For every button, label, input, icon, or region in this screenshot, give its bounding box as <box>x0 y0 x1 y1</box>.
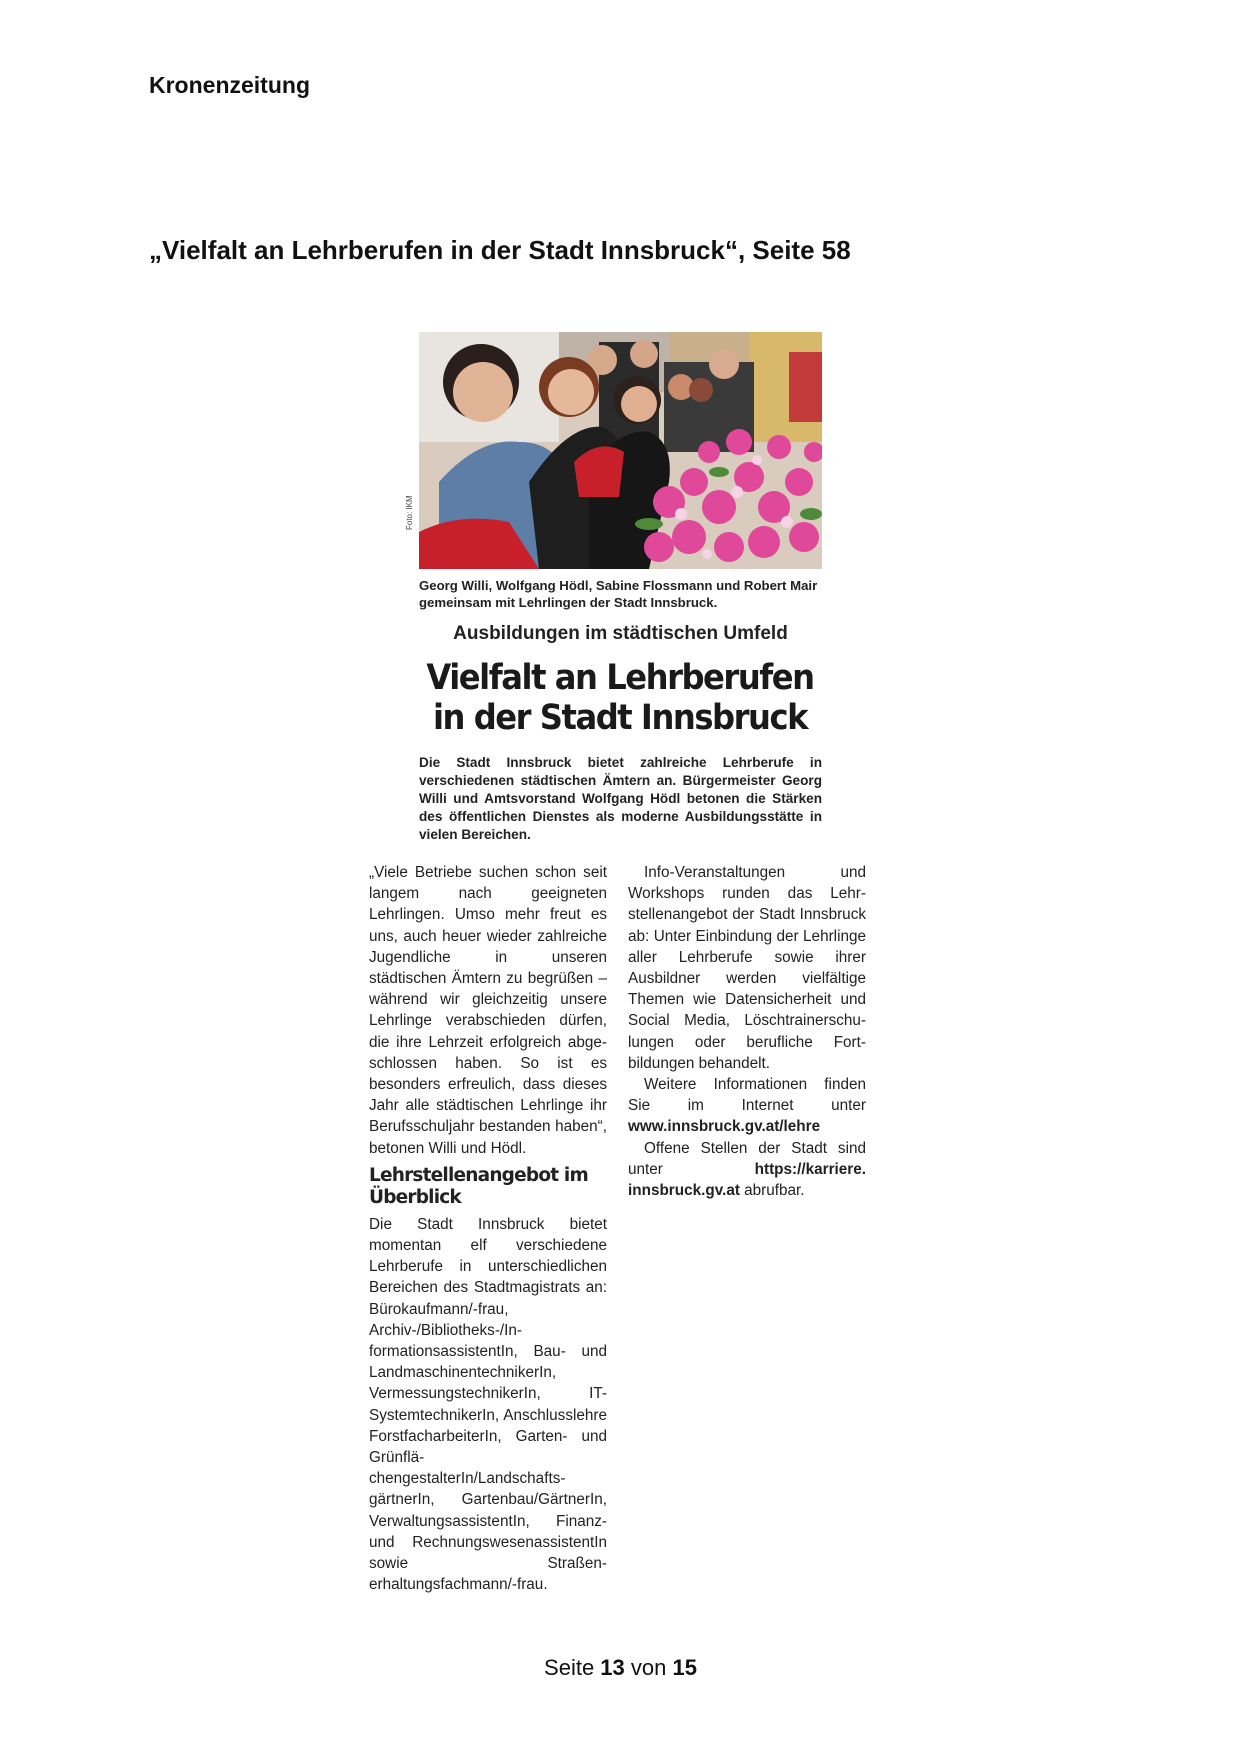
headline-line-2: in der Stadt Innsbruck <box>432 698 808 738</box>
article-headline <box>422 658 818 738</box>
article-kicker: Ausbildungen im städtischen Umfeld <box>453 623 788 644</box>
article-paragraph <box>628 1074 866 1138</box>
footer-prefix: Seite <box>544 1655 601 1680</box>
current-page-number: 13 <box>600 1655 625 1680</box>
paragraph-text: abrufbar. <box>739 1182 805 1200</box>
paragraph-text: Offene Stellen der Stadt sind unter <box>628 1139 866 1178</box>
newspaper-clipping <box>365 330 875 1594</box>
photo-credit: Foto: IKM <box>405 495 414 530</box>
article-paragraph: Info-Veranstaltungen und Workshops runden das Lehrstellenangebot der Stadt Innsbruck ab: Unter Einbindung der Lehrlinge aller Lehrberufe sowie ihrer Ausbildner werden vielfältige Themen wie Datensicherheit und Social Media, Löschtrainerschulungen oder berufliche Fortbildungen behandelt. <box>628 864 866 1072</box>
headline-line-1: Vielfalt an Lehrberufen <box>426 658 814 698</box>
info-link: www.innsbruck.gv.at/lehre <box>628 1118 821 1136</box>
article-paragraph: Die Stadt Innsbruck bietet momentan elf verschiedene Lehrberufe in unterschiedlichen Bereichen des Stadtmagistrats an: Bürokaufmann/-frau, Archiv-/Bibliotheks-/InformationsassistentIn, Bau- und LandmaschinentechnikerIn, VermessungstechnikerIn, IT-SystemtechnikerIn, Anschlusslehre ForstfacharbeiterIn, Garten- und GrünflächengestalterIn/LandschaftsgärtnerIn, Gartenbau/GärtnerIn, VerwaltungsassistentIn, Finanz- und RechnungswesenassistentIn sowie Straßenerhaltungsfachmann/-frau. <box>369 1215 607 1594</box>
total-page-number: 15 <box>672 1655 697 1680</box>
article-subheading: Lehrstellenangebot im Überblick <box>369 1164 588 1208</box>
careers-link: https://karriere. innsbruck.gv.at <box>628 1160 866 1200</box>
article-paragraph: „Viele Betriebe suchen schon seit langem nach geeigneten Lehrlingen. Umso mehr freut es uns, auch heuer wieder zahlreiche Jugendliche in unseren städtischen Ämtern zu begrüßen – während wir gleichzeitig unsere Lehrlinge verabschieden dürfen, die ihre Lehrzeit erfolgreich abgeschlossen haben. So ist es besonders erfreulich, dass dieses Jahr alle städtischen Lehrlinge ihr Berufsschuljahr bestanden haben“, betonen Willi und Hödl. <box>369 864 607 1157</box>
article-column-left <box>369 862 607 1596</box>
document-heading: „Vielfalt an Lehrberufen in der Stadt Innsbruck“, Seite 58 <box>149 235 851 265</box>
article-paragraph <box>628 1138 866 1202</box>
footer-middle: von <box>624 1655 673 1680</box>
article-lead: Die Stadt Innsbruck bietet zahlreiche Lehrberufe in verschiedenen städtischen Ämtern an. Bürgermeister Georg Willi und Amtsvorstand Wolfgang Hödl betonen die Stärken des öffentlichen Dienstes als moderne Ausbildungsstätte in vielen Bereichen. <box>419 755 822 842</box>
paragraph-text: Weitere Informationen finden Sie im Internet unter <box>628 1076 866 1115</box>
article-column-right <box>628 862 866 1201</box>
article-photo <box>419 332 822 569</box>
photo-illustration <box>419 332 822 569</box>
page-footer <box>0 1655 1241 1681</box>
photo-caption: Georg Willi, Wolfgang Hödl, Sabine Flossmann und Robert Mair gemeinsam mit Lehrlingen der Stadt Innsbruck. <box>419 578 818 610</box>
publication-name: Kronenzeitung <box>149 72 310 98</box>
